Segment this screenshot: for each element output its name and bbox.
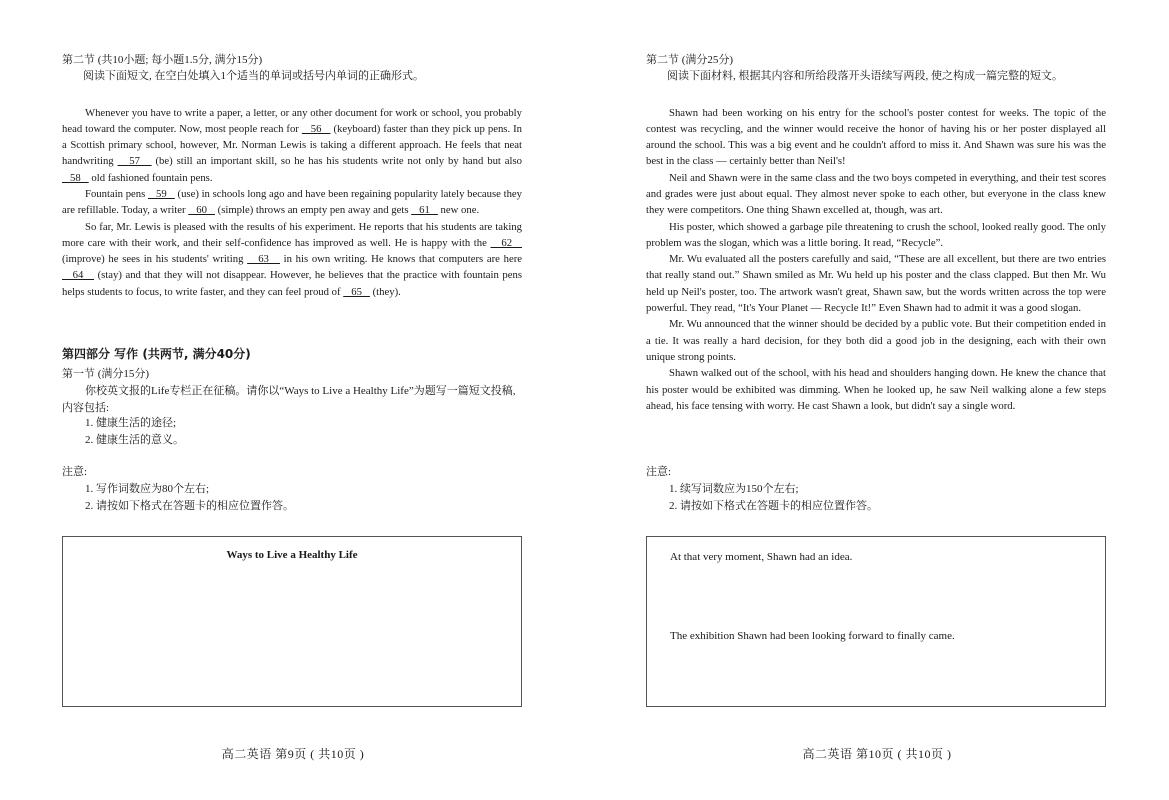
story-paragraph: Shawn walked out of the school, with his head and shoulders hanging down. He knew the chance that his poster would be exhibited was dimming. When he looked up, he saw Neil walking alone a few steps ahead, his face tensing with worry. He cast Shawn a look, but didn't say a single word. <box>646 367 1106 412</box>
blank-64: 64 <box>62 269 95 282</box>
passage-text: (improve) he sees in his students' writing <box>62 253 248 266</box>
blank-63: 63 <box>247 253 280 266</box>
blank-61: 61 <box>411 204 438 217</box>
note-label: 注意: <box>646 466 672 478</box>
story-paragraph: Shawn had been working on his entry for the school's poster contest for weeks. The topic of the contest was recycling, and the winner would receive the honor of having his or her poster displayed all around the school. This was a big event and he couldn't afford to miss it. And Shawn was sure his was the best in the class — certainly better than Neil's! <box>646 106 1106 168</box>
page-footer: 高二英语 第10页 ( 共10页 ) <box>802 747 952 761</box>
blank-56: 56 <box>301 122 331 135</box>
content-item: 1. 健康生活的途径; <box>85 417 177 429</box>
section-heading: 第二节 (满分25分) <box>646 54 734 66</box>
blank-62: 62 <box>490 236 523 249</box>
passage-text: new one. <box>437 204 480 217</box>
continuation-passage <box>646 105 1106 415</box>
passage-paragraph <box>62 219 522 300</box>
blank-60: 60 <box>188 204 215 217</box>
writing-section-heading: 第一节 (满分15分) <box>62 368 150 380</box>
passage-text: (they). <box>369 285 401 298</box>
answer-box <box>646 536 1106 707</box>
content-items <box>85 415 184 448</box>
essay-title: Ways to Live a Healthy Life <box>226 549 358 561</box>
notes <box>669 481 878 514</box>
part4-heading: 第四部分 写作 (共两节, 满分40分) <box>62 347 251 361</box>
task-text: 你校英文报的Life专栏正在征稿。请你以“Ways to Live a Healthy Life”为题写一篇短文投稿, 内容包括: <box>62 385 516 414</box>
cloze-passage <box>62 105 522 301</box>
passage-text: Whenever you have to write a paper, a letter, or any other document for work or school, you probably head toward the computer. Now, most people reach for <box>62 106 522 135</box>
blank-58: 58 <box>62 171 89 184</box>
passage-text: (use) in schools long ago and have been regaining popularity lately because they are refillable. Today, a writer <box>62 187 523 217</box>
page-footer: 高二英语 第9页 ( 共10页 ) <box>221 747 365 761</box>
passage-paragraph <box>62 186 522 219</box>
note-item: 2. 请按如下格式在答题卡的相应位置作答。 <box>85 499 294 512</box>
passage-text: So far, Mr. Lewis is pleased with the results of his experiment. He reports that his students are taking more care with their work, and their self-confidence has improved as well. He is happy with the <box>62 220 522 249</box>
story-paragraph: Mr. Wu announced that the winner should be decided by a public vote. But their competition ended in a tie. It was really a hard decision, for they both did a good job in the designing, each with their own unique strong points. <box>646 318 1106 363</box>
content-item: 2. 健康生活的意义。 <box>85 433 184 446</box>
passage-text: (keyboard) faster than they pick up pens. In a Scottish primary school, however, Mr. Norman Lewis is taking a different approach. He feels that neat handwriting <box>62 122 523 168</box>
blank-59: 59 <box>147 187 175 200</box>
passage-text: Fountain pens <box>85 187 148 200</box>
blank-57: 57 <box>117 155 152 168</box>
passage-text: old fashioned fountain pens. <box>88 171 213 184</box>
passage-text: in his own writing. He knows that computers are here <box>279 253 522 266</box>
paragraph-opener-1: At that very moment, Shawn had an idea. <box>670 551 853 563</box>
blank-65: 65 <box>343 285 370 298</box>
notes <box>85 481 294 514</box>
writing-task <box>62 383 524 416</box>
note-item: 2. 请按如下格式在答题卡的相应位置作答。 <box>669 499 878 512</box>
note-item: 1. 写作词数应为80个左右; <box>85 483 210 495</box>
note-item: 1. 续写词数应为150个左右; <box>669 483 799 495</box>
paragraph-opener-2: The exhibition Shawn had been looking forward to finally came. <box>670 630 955 642</box>
instruction: 阅读下面材料, 根据其内容和所给段落开头语续写两段, 使之构成一篇完整的短文。 <box>667 70 1063 82</box>
note-label: 注意: <box>62 466 88 478</box>
section-heading: 第二节 (共10小题; 每小题1.5分, 满分15分) <box>62 54 263 66</box>
passage-paragraph <box>62 105 522 186</box>
instruction: 阅读下面短文, 在空白处填入1个适当的单词或括号内单词的正确形式。 <box>83 70 424 82</box>
answer-box <box>62 536 522 707</box>
passage-text: (simple) throws an empty pen away and gets <box>214 204 412 217</box>
passage-text: (be) still an important skill, so he has his students write not only by hand but also <box>151 155 523 168</box>
passage-text: (stay) and that they will not disappear. However, he believes that the practice with fountain pens helps students to focus, to write faster, and they can feel proud of <box>62 269 522 298</box>
story-paragraph: Mr. Wu evaluated all the posters carefully and said, “These are all excellent, but there are two entries that really stand out.” Shawn smiled as Mr. Wu held up his poster and the class clapped. But then Mr. Wu held up Neil's poster, too. The artwork wasn't great, Shawn saw, but the words written across the top were powerful. They read, “It's Your Planet — Recycle It!” Even Shawn had to admit it was a good slogan. <box>646 253 1106 315</box>
story-paragraph: His poster, which showed a garbage pile threatening to crush the school, looked really good. The only problem was the slogan, which was a little boring. It read, “Recycle”. <box>646 220 1106 249</box>
story-paragraph: Neil and Shawn were in the same class and the two boys competed in everything, and their test scores and grades were just about equal. They almost never spoke to each other, but everyone in the class knew they were competitors. One thing Shawn excelled at, though, was art. <box>646 171 1106 217</box>
